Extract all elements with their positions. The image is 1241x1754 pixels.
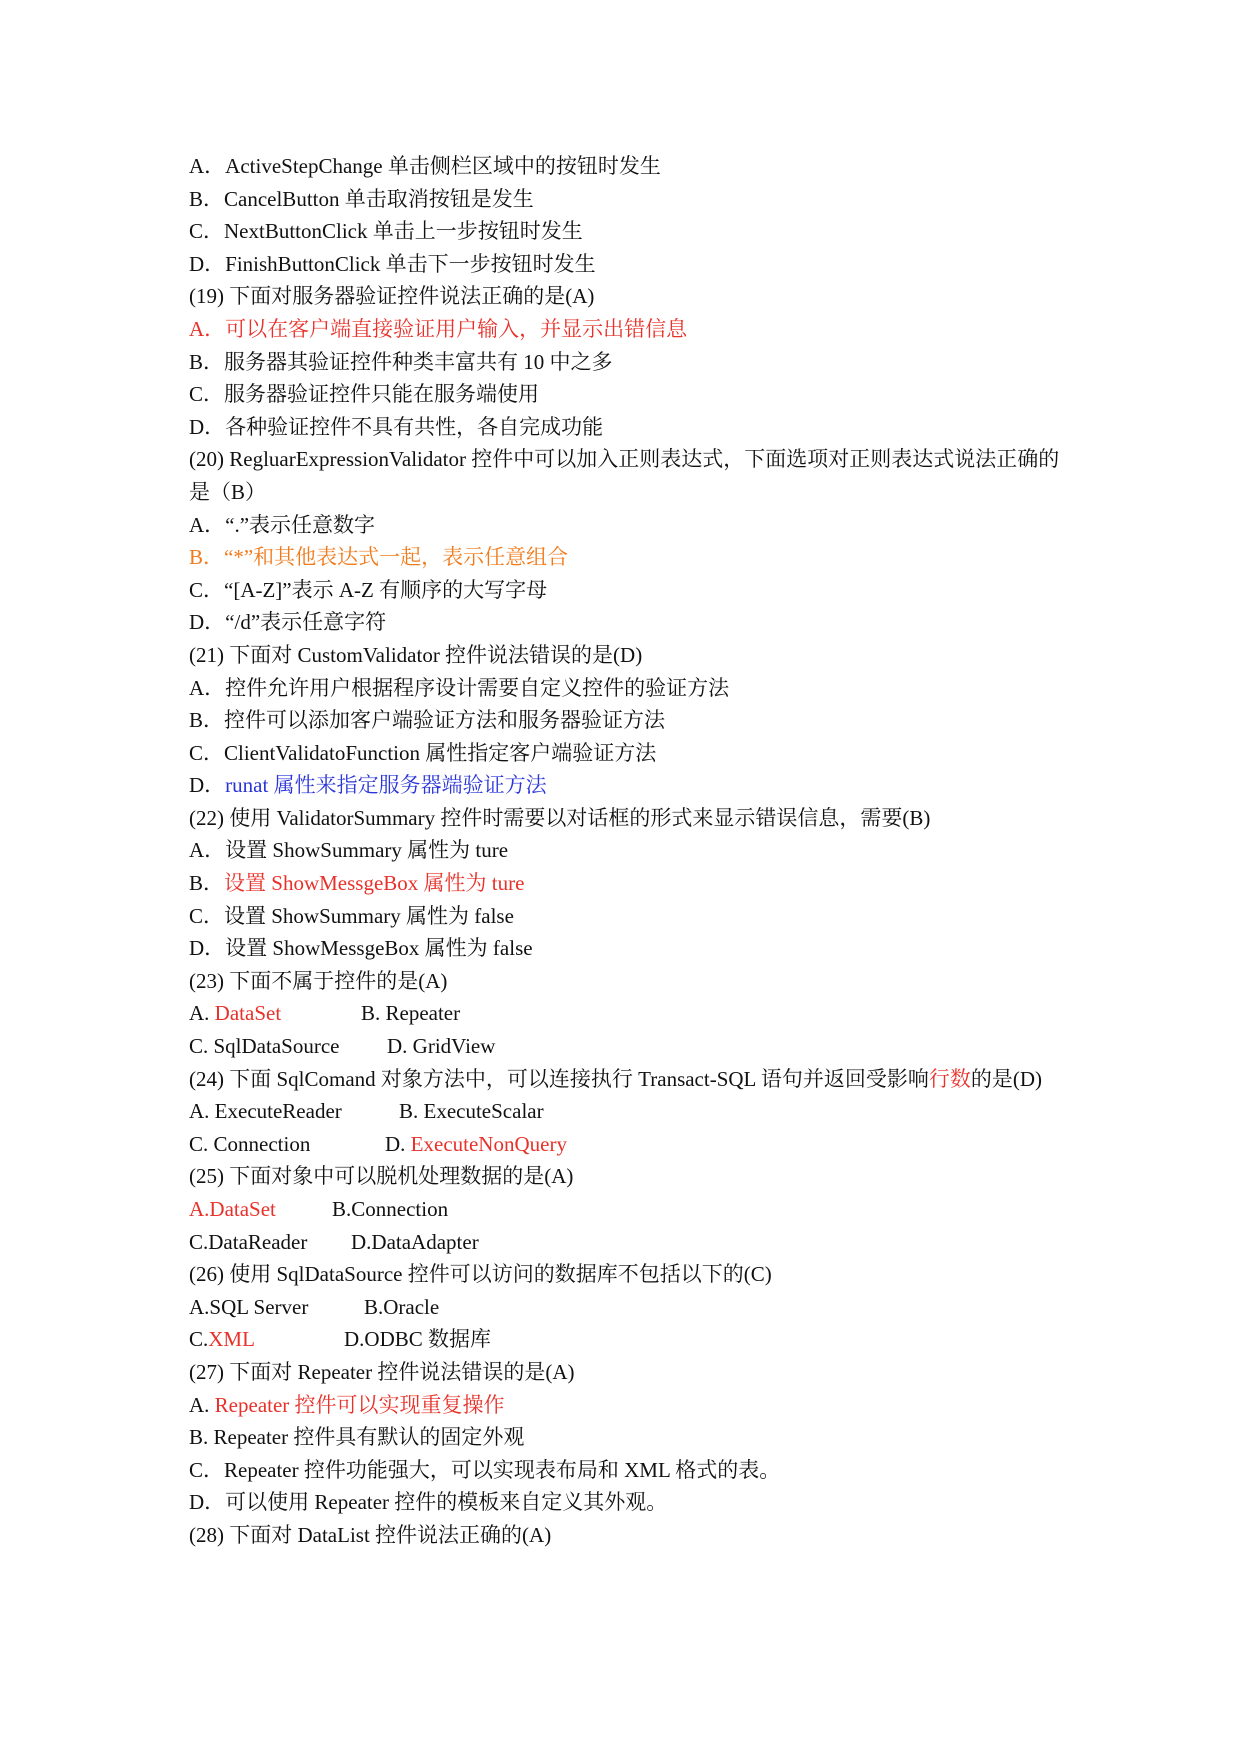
question-26: (26) 使用 SqlDataSource 控件可以访问的数据库不包括以下的(C) xyxy=(189,1262,772,1287)
option-c: C. SqlDataSource xyxy=(189,1034,340,1059)
option-row xyxy=(189,1030,1069,1063)
correct-answer-line xyxy=(189,867,1069,900)
option-line: B. Repeater 控件具有默认的固定外观 xyxy=(189,1425,525,1450)
option-line: A．“.”表示任意数字 xyxy=(189,512,376,537)
question-text-end: 的是(D) xyxy=(970,1066,1043,1091)
option-d: D.ODBC 数据库 xyxy=(344,1327,492,1352)
highlight-text: 行数 xyxy=(928,1066,971,1091)
option-b: B. Repeater xyxy=(361,1001,461,1026)
option-line: B．服务器其验证控件种类丰富共有 10 中之多 xyxy=(189,349,613,374)
question-text: (24) 下面 SqlComand 对象方法中，可以连接执行 Transact-SQL 语句并返回受影响 xyxy=(189,1066,929,1091)
option-prefix: D. xyxy=(385,1131,411,1156)
correct-answer-line xyxy=(189,541,1069,574)
question-23: (23) 下面不属于控件的是(A) xyxy=(189,968,448,993)
option-c: C.DataReader xyxy=(189,1229,308,1254)
answer-text: XML xyxy=(208,1327,255,1352)
option-row xyxy=(189,1193,1069,1226)
option-a xyxy=(189,997,361,1030)
option-a: A. ExecuteReader xyxy=(189,1099,342,1124)
option-row xyxy=(189,1291,1069,1324)
option-d: D.DataAdapter xyxy=(351,1229,479,1254)
question-19: (19) 下面对服务器验证控件说法正确的是(A) xyxy=(189,284,595,309)
option-line: D．可以使用 Repeater 控件的模板来自定义其外观。 xyxy=(189,1490,668,1515)
correct-answer-line xyxy=(189,769,1069,802)
answer-text: 设置 ShowMessgeBox 属性为 ture xyxy=(224,871,525,896)
option-b: B.Connection xyxy=(332,1197,449,1221)
option-line: C．Repeater 控件功能强大，可以实现表布局和 XML 格式的表。 xyxy=(189,1457,781,1482)
option-d xyxy=(385,1132,567,1156)
option-a: A.DataSet xyxy=(189,1197,276,1221)
option-c: C. Connection xyxy=(189,1131,311,1156)
correct-answer-line: A．可以在客户端直接验证用户输入，并显示出错信息 xyxy=(189,316,688,341)
option-line: C．设置 ShowSummary 属性为 false xyxy=(189,903,514,928)
question-27: (27) 下面对 Repeater 控件说法错误的是(A) xyxy=(189,1359,575,1384)
option-line: B．CancelButton 单击取消按钮是发生 xyxy=(189,186,534,211)
option-c xyxy=(189,1323,344,1356)
option-b: B.Oracle xyxy=(364,1294,440,1319)
option-line: B．控件可以添加客户端验证方法和服务器验证方法 xyxy=(189,708,666,733)
answer-text: Repeater 控件可以实现重复操作 xyxy=(214,1392,505,1417)
option-prefix: D． xyxy=(189,773,226,798)
option-d: D. GridView xyxy=(387,1034,496,1059)
option-line: A．设置 ShowSummary 属性为 ture xyxy=(189,838,509,863)
option-line: D．各种验证控件不具有共性，各自完成功能 xyxy=(189,414,604,439)
option-prefix: B． xyxy=(189,545,225,570)
question-28: (28) 下面对 DataList 控件说法正确的(A) xyxy=(189,1522,552,1547)
option-line: A．ActiveStepChange 单击侧栏区域中的按钮时发生 xyxy=(189,154,661,178)
option-line: D．“/d”表示任意字符 xyxy=(189,610,387,635)
option-line: C．服务器验证控件只能在服务端使用 xyxy=(189,382,540,407)
option-row xyxy=(189,1323,1069,1356)
document-page xyxy=(189,150,1069,1552)
question-22: (22) 使用 ValidatorSummary 控件时需要以对话框的形式来显示错误信息，需要(B) xyxy=(189,805,931,830)
option-line: C．ClientValidatoFunction 属性指定客户端验证方法 xyxy=(189,740,657,765)
option-line: C．NextButtonClick 单击上一步按钮时发生 xyxy=(189,219,583,244)
answer-text: runat 属性来指定服务器端验证方法 xyxy=(225,773,547,798)
option-prefix: C. xyxy=(189,1327,209,1352)
option-row xyxy=(189,1095,1069,1128)
option-row xyxy=(189,1128,1069,1161)
option-row xyxy=(189,997,1069,1030)
option-line: A．控件允许用户根据程序设计需要自定义控件的验证方法 xyxy=(189,675,730,700)
option-b: B. ExecuteScalar xyxy=(399,1099,544,1124)
answer-text: ExecuteNonQuery xyxy=(410,1131,567,1156)
answer-text: “*”和其他表达式一起，表示任意组合 xyxy=(224,545,569,570)
option-row xyxy=(189,1226,1069,1259)
option-a: A.SQL Server xyxy=(189,1294,309,1319)
option-line: C．“[A-Z]”表示 A-Z 有顺序的大写字母 xyxy=(189,577,548,602)
question-20: (20) RegluarExpressionValidator 控件中可以加入正则表达式，下面选项对正则表达式说法正确的是（B） xyxy=(189,447,1060,504)
option-line: D．设置 ShowMessgeBox 属性为 false xyxy=(189,936,533,961)
answer-text: DataSet xyxy=(214,1001,282,1026)
option-prefix: A. xyxy=(189,1392,215,1417)
correct-answer-line xyxy=(189,1389,1069,1422)
question-24 xyxy=(189,1063,1069,1096)
option-prefix: A. xyxy=(189,1001,215,1026)
question-21: (21) 下面对 CustomValidator 控件说法错误的是(D) xyxy=(189,642,643,667)
question-25: (25) 下面对象中可以脱机处理数据的是(A) xyxy=(189,1164,574,1189)
option-line: D．FinishButtonClick 单击下一步按钮时发生 xyxy=(189,251,596,276)
option-prefix: B． xyxy=(189,871,225,896)
